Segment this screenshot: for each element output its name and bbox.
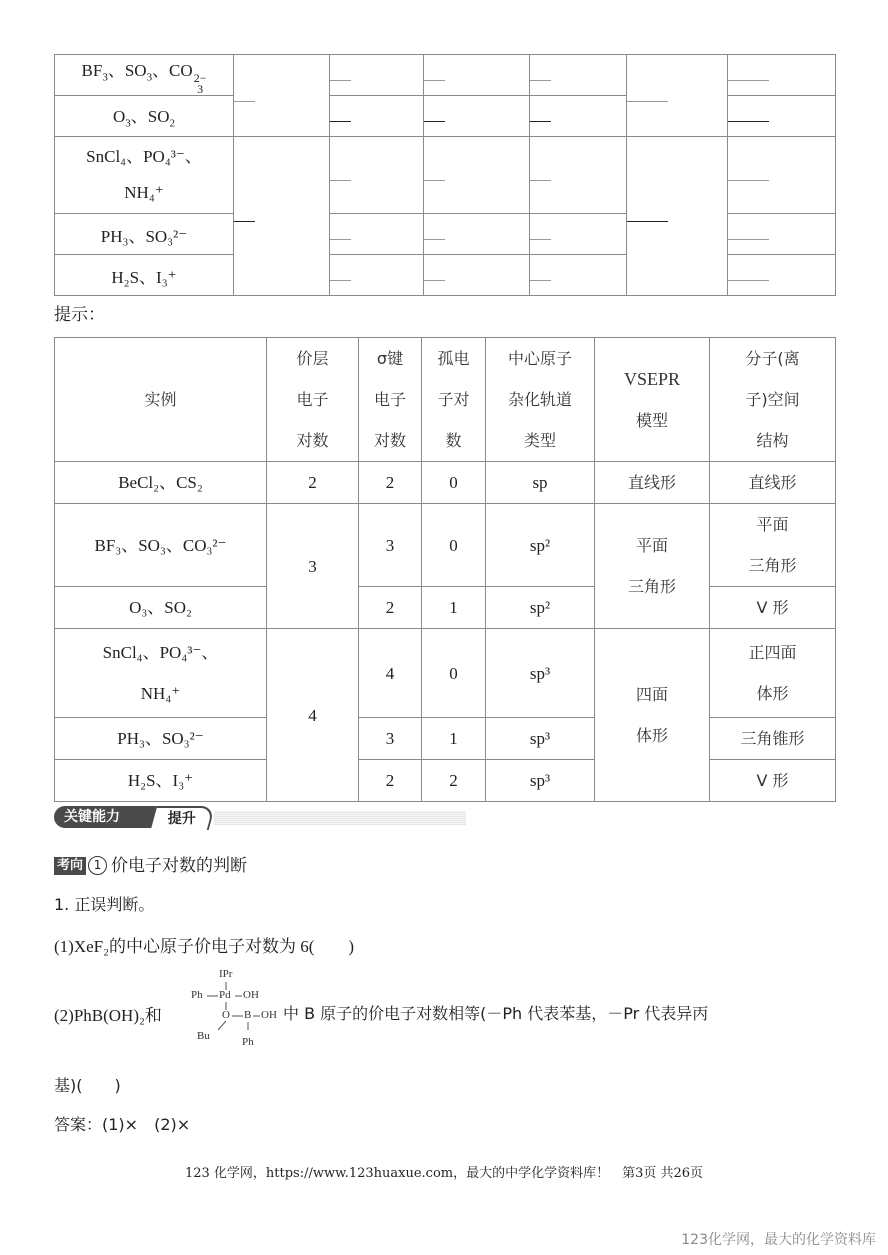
vsepr-cell: 四面 体形 (595, 629, 710, 802)
answer-blank[interactable] (330, 137, 424, 214)
shape-cell: 三角锥形 (710, 718, 836, 760)
shape-cell: 平面 三角形 (710, 504, 836, 587)
header-valence-pairs: 价层 电子 对数 (267, 338, 359, 462)
answer-blank[interactable] (234, 137, 330, 296)
hybrid-cell: sp³ (486, 760, 595, 802)
example-cell: PH₃、SO₃²⁻ (55, 718, 267, 760)
header-vsepr: VSEPR 模型 (595, 338, 710, 462)
hybrid-cell: sp² (486, 504, 595, 587)
header-example: 实例 (55, 338, 267, 462)
answer-blank[interactable] (530, 214, 627, 255)
section-badge-light: 提升 (151, 806, 215, 830)
answer-blank[interactable] (728, 214, 836, 255)
chemical-structure (185, 968, 280, 1056)
example-cell: $O_3$、$SO_2$ (55, 96, 234, 137)
lone-pairs-cell: 1 (422, 587, 486, 629)
answer-blank[interactable] (424, 214, 530, 255)
sigma-pairs-cell: 4 (359, 629, 422, 718)
oh-label: OH (261, 1009, 277, 1021)
table-row (55, 504, 836, 587)
example-line: NH₄⁺ (124, 183, 164, 202)
question-2-suffix: 中 B 原子的价电子对数相等(－Ph 代表苯基，－Pr 代表异丙 (283, 1004, 709, 1023)
header-hybridization: 中心原子 杂化轨道 类型 (486, 338, 595, 462)
valence-pairs-cell: 3 (267, 504, 359, 629)
section-badge-dark: 关键能力 (54, 806, 164, 828)
page-footer: 123 化学网，https://www.123huaxue.com，最大的中学化学资料库！ 第3页 共26页 (184, 1166, 704, 1181)
shape-cell: 正四面 体形 (710, 629, 836, 718)
topic-heading (54, 851, 247, 876)
lone-pairs-cell: 1 (422, 718, 486, 760)
answer-blank[interactable] (234, 55, 330, 137)
header-lone-pairs: 孤电 子对 数 (422, 338, 486, 462)
sigma-pairs-cell: 2 (359, 587, 422, 629)
lone-pairs-cell: 2 (422, 760, 486, 802)
hybrid-cell: sp³ (486, 629, 595, 718)
answer-blank[interactable] (424, 255, 530, 296)
question-2-prefix: (2)PhB(OH)₂和 (54, 1006, 162, 1025)
shape-cell: 直线形 (710, 462, 836, 504)
answer-blank[interactable] (627, 137, 728, 296)
hint-label: 提示： (54, 305, 105, 325)
answer-blank[interactable] (424, 55, 530, 96)
hint-table (54, 337, 836, 802)
topic-title: 价电子对数的判断 (111, 856, 248, 876)
pd-label: Pd (219, 989, 231, 1001)
hybrid-cell: sp² (486, 587, 595, 629)
question-2-continued: 基)( ) (54, 1076, 121, 1095)
sigma-pairs-cell: 2 (359, 462, 422, 504)
valence-pairs-cell: 4 (267, 629, 359, 802)
answer-blank[interactable] (728, 96, 836, 137)
answer-text: 答案：(1)× (2)× (54, 1115, 191, 1134)
shape-cell: V 形 (710, 587, 836, 629)
b-label: B (244, 1009, 252, 1021)
hybrid-cell: sp (486, 462, 595, 504)
answer-blank[interactable] (424, 137, 530, 214)
example-cell: H₂S、I₃⁺ (55, 255, 234, 296)
example-cell: SnCl₄、PO₄³⁻、 NH₄⁺ (55, 629, 267, 718)
example-cell: O₃、SO₂ (55, 587, 267, 629)
table-row (55, 629, 836, 718)
sigma-pairs-cell: 2 (359, 760, 422, 802)
sigma-pairs-cell: 3 (359, 718, 422, 760)
answer-blank[interactable] (330, 255, 424, 296)
answer-blank[interactable] (530, 255, 627, 296)
answer-blank[interactable] (530, 55, 627, 96)
sigma-pairs-cell: 3 (359, 504, 422, 587)
header-sigma-pairs: σ键 电子 对数 (359, 338, 422, 462)
watermark: 123化学网，最大的化学资料库 (681, 1232, 876, 1248)
example-cell: $BF_3$、$SO_3$、CO 2− 3 (55, 55, 234, 96)
ph-label: Ph (242, 1036, 254, 1048)
example-line: SnCl₄、PO₄³⁻、 (86, 147, 202, 166)
answer-blank[interactable] (728, 255, 836, 296)
vsepr-cell: 直线形 (595, 462, 710, 504)
example-cell: H₂S、I₃⁺ (55, 760, 267, 802)
topic-badge: 考向 (54, 857, 86, 875)
question-title: 1. 正误判断。 (54, 895, 155, 914)
table-row (55, 760, 836, 802)
answer-blank[interactable] (728, 55, 836, 96)
oh-label: OH (243, 989, 259, 1001)
answer-blank[interactable] (728, 137, 836, 214)
answer-blank[interactable] (530, 96, 627, 137)
hybrid-cell: sp³ (486, 718, 595, 760)
answer-blank[interactable] (627, 55, 728, 137)
example-cell: BeCl₂、CS₂ (55, 462, 267, 504)
answer-blank[interactable] (330, 96, 424, 137)
answer-blank[interactable] (530, 137, 627, 214)
header-row (55, 338, 836, 462)
table-row (55, 587, 836, 629)
answer-blank[interactable] (424, 96, 530, 137)
lone-pairs-cell: 0 (422, 629, 486, 718)
o-label: O (222, 1009, 230, 1021)
bu-label: Bu (197, 1030, 210, 1042)
topic-number: 1 (88, 856, 107, 875)
decorative-stripe (214, 811, 466, 825)
ipr-label: IPr (219, 968, 233, 980)
example-cell: BF₃、SO₃、CO₃²⁻ (55, 504, 267, 587)
answer-blank[interactable] (330, 55, 424, 96)
example-cell: PH₃、SO₃²⁻ (55, 214, 234, 255)
exercise-table (54, 54, 836, 296)
question-1: (1)XeF₂的中心原子价电子对数为 6( ) (54, 937, 355, 956)
lone-pairs-cell: 0 (422, 462, 486, 504)
valence-pairs-cell: 2 (267, 462, 359, 504)
example-cell (55, 137, 234, 214)
table-row (55, 718, 836, 760)
answer-blank[interactable] (330, 214, 424, 255)
section-header (54, 806, 414, 830)
table-row (55, 462, 836, 504)
lone-pairs-cell: 0 (422, 504, 486, 587)
shape-cell: V 形 (710, 760, 836, 802)
header-shape: 分子(离 子)空间 结构 (710, 338, 836, 462)
vsepr-cell: 平面 三角形 (595, 504, 710, 629)
ph-label: Ph (191, 989, 203, 1001)
